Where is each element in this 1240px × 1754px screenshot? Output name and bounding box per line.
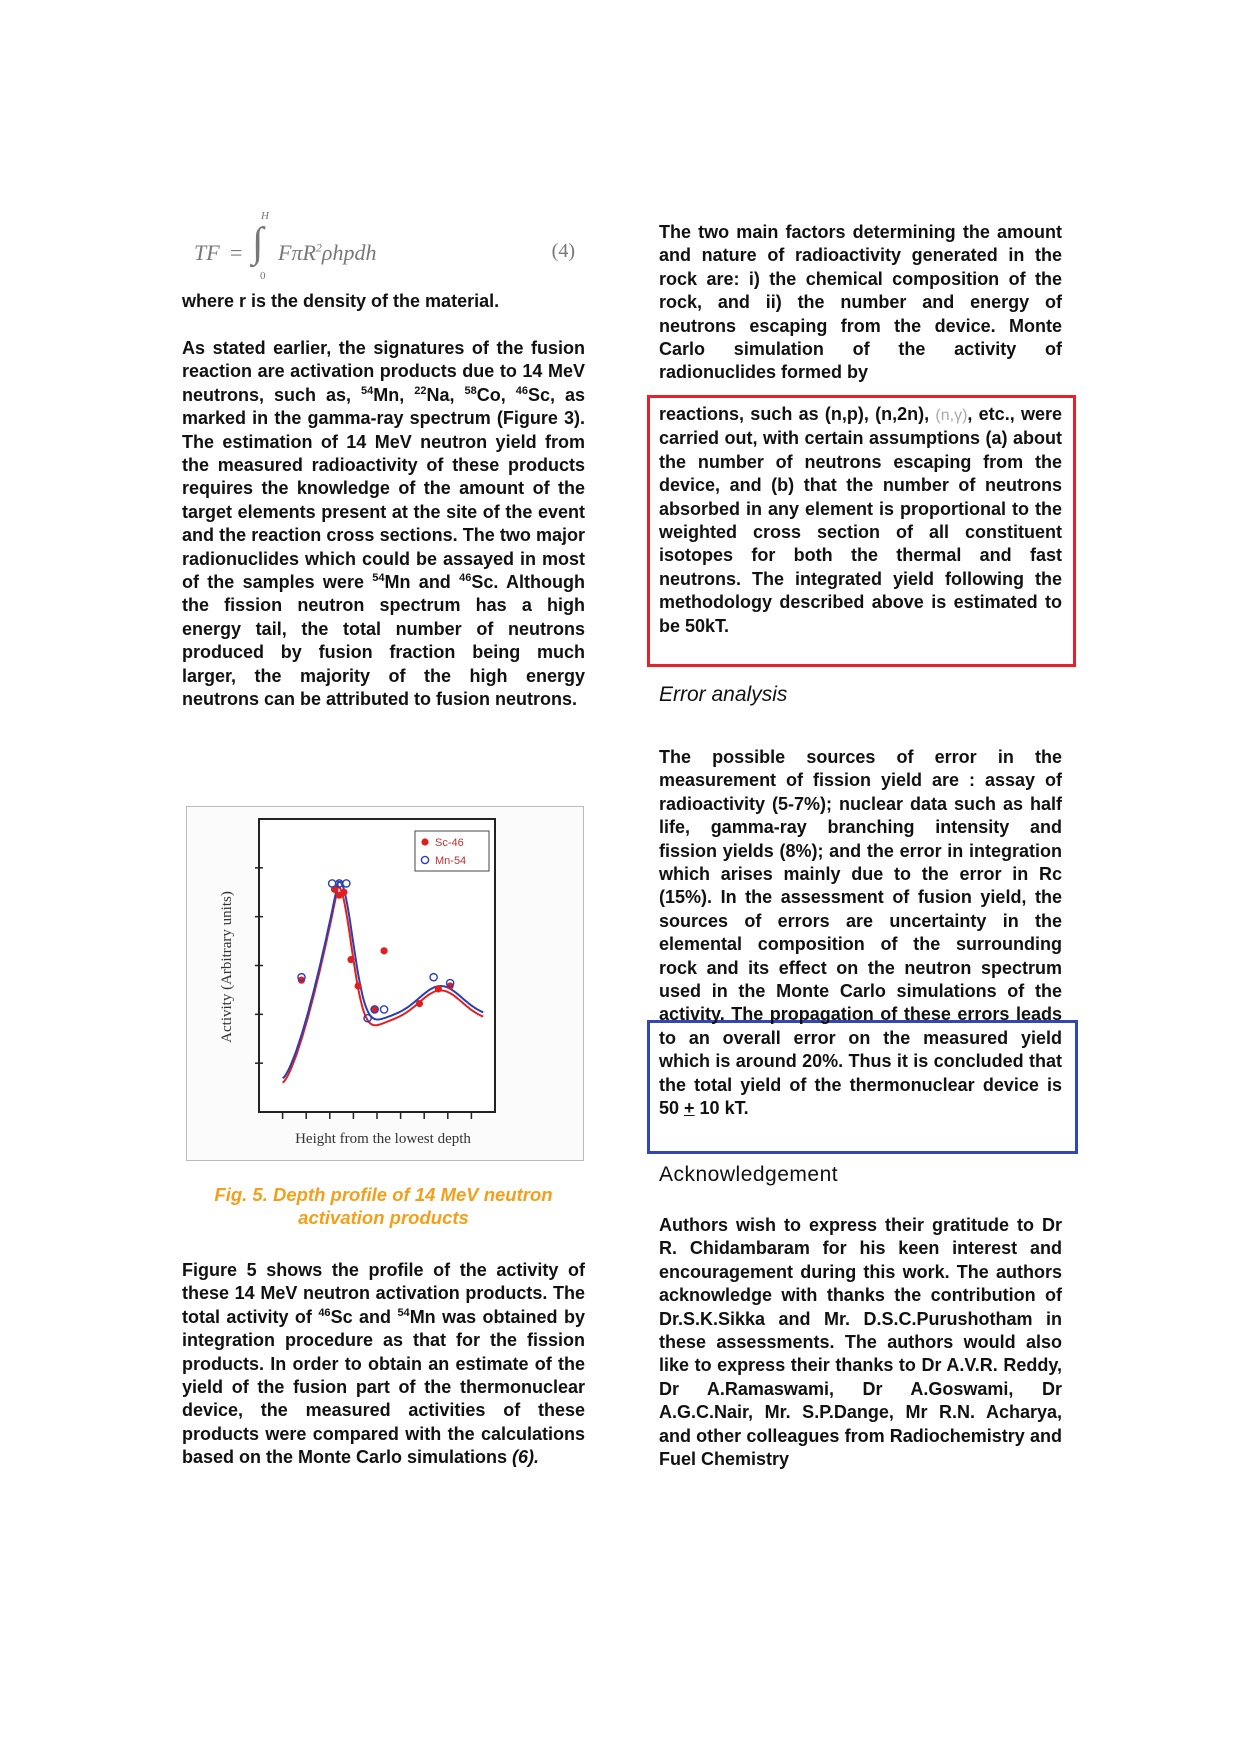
- depth-profile-chart: [187, 807, 583, 1160]
- chart-legend: [415, 831, 489, 871]
- legend-label-sc-46: Sc-46: [435, 837, 464, 849]
- equation-equals: =: [230, 240, 243, 265]
- legend-marker-sc-46: [421, 838, 428, 845]
- x-axis-label: Height from the lowest depth: [295, 1131, 471, 1147]
- integral-upper-limit: H: [261, 210, 269, 222]
- equation-4: [182, 208, 585, 288]
- y-axis-label: Activity (Arbitrary units): [219, 891, 235, 1043]
- sc-46-data-point: [347, 956, 354, 963]
- sc-46-data-point: [380, 947, 387, 954]
- figure-5: [186, 806, 584, 1161]
- integral-lower-limit: 0: [260, 270, 266, 282]
- heading-error-analysis: Error analysis: [659, 683, 788, 706]
- equation-number: (4): [551, 240, 575, 262]
- sc-46-data-point: [340, 889, 347, 896]
- right-para-4: Authors wish to express their gratitude to Dr R. Chidambaram for his keen interest and encouragement during this work. The authors acknowledge with thanks the contribution of Dr.S.K.Sikka and Mr. D.S.C.Purushotham in these assessments. The authors would also like to express their thanks to Dr A.V.R. Reddy, Dr A.Ramaswami, Dr A.Goswami, Dr A.G.C.Nair, Mr. S.P.Dange, Mr R.N. Acharya, and other colleagues from Radiochemistry and Fuel Chemistry: [659, 1215, 1062, 1470]
- heading-acknowledgement: Acknowledgement: [659, 1163, 839, 1186]
- sc-46-data-point: [435, 985, 442, 992]
- equation-lhs: TF: [194, 240, 220, 265]
- plus-minus-sign: +: [684, 1098, 695, 1119]
- right-para-3: The possible sources of error in the measurement of fission yield are : assay of radioactivity (5-7%); nuclear data such as half life, gamma-ray branching intensity and fission yields (8%); and the error in integration which arises mainly due to the error in Rc (15%). In the assessment of fusion yield, the sources of errors are uncertainty in the elemental composition of the surrounding rock and its effect on the neutron spectrum used in the Monte Carlo simulations of the activity. The propagation of these errors leads to an overall error on the measured yield which is around 20%. Thus it is concluded that the total yield of the thermonuclear device is 50 + 10 kT.: [659, 747, 1062, 1119]
- sc-46-data-point: [416, 1000, 423, 1007]
- left-para-3: Figure 5 shows the profile of the activity of these 14 MeV neutron activation products. The total activity of $^{46}$Sc and $^{54}$Mn was obtained by integration procedure as that for the fission products. In order to obtain an estimate of the yield of the fusion part of the thermonuclear device, the measured activities of these products were compared with the calculations based on the Monte Carlo simulations (6).: [182, 1260, 585, 1468]
- equation-integrand: FπR$^2$ρhpdh: [278, 240, 377, 265]
- right-para-1: The two main factors determining the amount and nature of radioactivity generated in the rock are: i) the chemical composition of the rock, and ii) the number and energy of neutrons escaping from the device. Monte Carlo simulation of the activity of radionuclides formed by: [659, 222, 1062, 383]
- right-para-2: reactions, such as (n,p), (n,2n), (n,γ), etc., were carried out, with certain assumptions (a) about the number of neutrons escaping from the device, and (b) that the number of neutrons absorbed in any element is proportional to the weighted cross section of all constituent isotopes for both the thermal and fast neutrons. The integrated yield following the methodology described above is estimated to be 50kT.: [659, 404, 1062, 636]
- left-para-2: As stated earlier, the signatures of the fusion reaction are activation products due to 14 MeV neutrons, such as, $^{54}$Mn, $^{22}$Na, $^{58}$Co, $^{46}$Sc, as marked in the gamma-ray spectrum (Figure 3). The estimation of 14 MeV neutron yield from the measured radioactivity of these products requires the knowledge of the amount of the target elements present at the site of the event and the reaction cross sections. The two major radionuclides which could be assayed in most of the samples were $^{54}$Mn and $^{46}$Sc. Although the fission neutron spectrum has a high energy tail, the total number of neutrons produced by fusion fraction being much larger, the majority of the high energy neutrons can be attributed to fusion neutrons.: [182, 338, 585, 710]
- left-para-1: where r is the density of the material.: [182, 291, 500, 311]
- sc-46-data-point: [355, 982, 362, 989]
- integral-sign-icon: ∫: [252, 220, 264, 266]
- legend-label-mn-54: Mn-54: [435, 855, 467, 867]
- figure-caption: Fig. 5. Depth profile of 14 MeV neutron activation products: [214, 1184, 553, 1228]
- inline-reaction-image: (n,γ): [935, 407, 968, 424]
